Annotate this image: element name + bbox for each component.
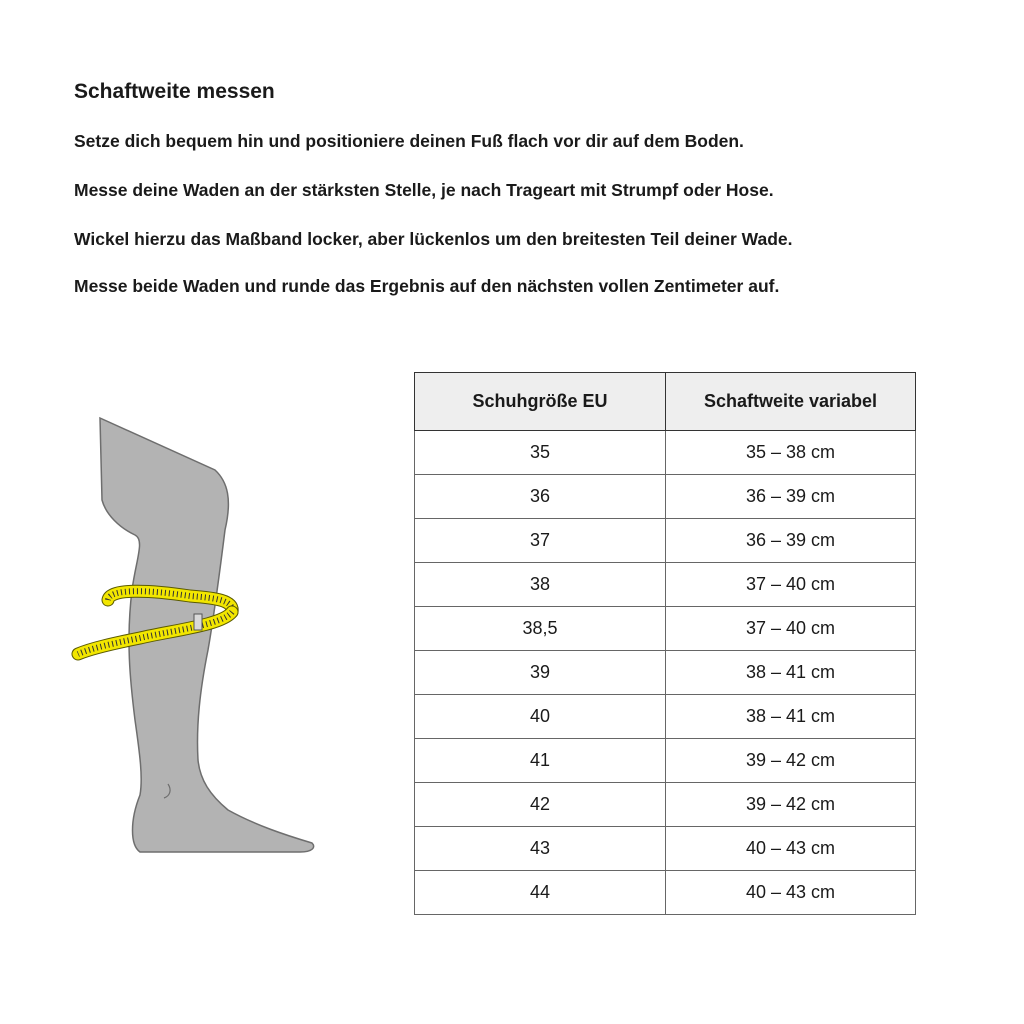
table-header-row — [415, 373, 916, 431]
shaft-width-cell: 39 – 42 cm — [666, 739, 916, 783]
shoe-size-cell: 44 — [415, 871, 666, 915]
table-row — [415, 871, 916, 915]
instruction-line-4: Messe beide Waden und runde das Ergebnis auf den nächsten vollen Zentimeter auf. — [74, 276, 780, 296]
table-row — [415, 563, 916, 607]
shoe-size-cell: 38,5 — [415, 607, 666, 651]
shoe-size-cell: 40 — [415, 695, 666, 739]
shaft-width-cell: 38 – 41 cm — [666, 695, 916, 739]
instruction-line-1: Setze dich bequem hin und positioniere deinen Fuß flach vor dir auf dem Boden. — [74, 131, 744, 151]
table-row — [415, 431, 916, 475]
shoe-size-cell: 41 — [415, 739, 666, 783]
size-table — [414, 372, 916, 915]
shoe-size-cell: 43 — [415, 827, 666, 871]
shaft-width-cell: 39 – 42 cm — [666, 783, 916, 827]
shaft-width-cell: 40 – 43 cm — [666, 827, 916, 871]
shaft-width-cell: 40 – 43 cm — [666, 871, 916, 915]
shaft-width-cell: 37 – 40 cm — [666, 607, 916, 651]
shaft-width-cell: 36 – 39 cm — [666, 519, 916, 563]
table-row — [415, 607, 916, 651]
table-row — [415, 519, 916, 563]
leg-measuring-tape-icon — [70, 410, 330, 860]
shoe-size-cell: 35 — [415, 431, 666, 475]
table-row — [415, 475, 916, 519]
table-row — [415, 651, 916, 695]
table-row — [415, 695, 916, 739]
table-row — [415, 739, 916, 783]
shoe-size-cell: 38 — [415, 563, 666, 607]
table-row — [415, 827, 916, 871]
shoe-size-cell: 36 — [415, 475, 666, 519]
header-shaft-width: Schaftweite variabel — [666, 373, 916, 431]
shoe-size-cell: 39 — [415, 651, 666, 695]
shaft-width-cell: 38 – 41 cm — [666, 651, 916, 695]
instruction-line-2: Messe deine Waden an der stärksten Stelle, je nach Trageart mit Strumpf oder Hose. — [74, 180, 774, 200]
shaft-width-cell: 36 – 39 cm — [666, 475, 916, 519]
shoe-size-cell: 37 — [415, 519, 666, 563]
instruction-line-3: Wickel hierzu das Maßband locker, aber lückenlos um den breitesten Teil deiner Wade. — [74, 229, 793, 249]
page-title: Schaftweite messen — [74, 80, 275, 103]
header-shoe-size: Schuhgröße EU — [415, 373, 666, 431]
shaft-width-cell: 37 – 40 cm — [666, 563, 916, 607]
shoe-size-cell: 42 — [415, 783, 666, 827]
shaft-width-cell: 35 – 38 cm — [666, 431, 916, 475]
table-row — [415, 783, 916, 827]
